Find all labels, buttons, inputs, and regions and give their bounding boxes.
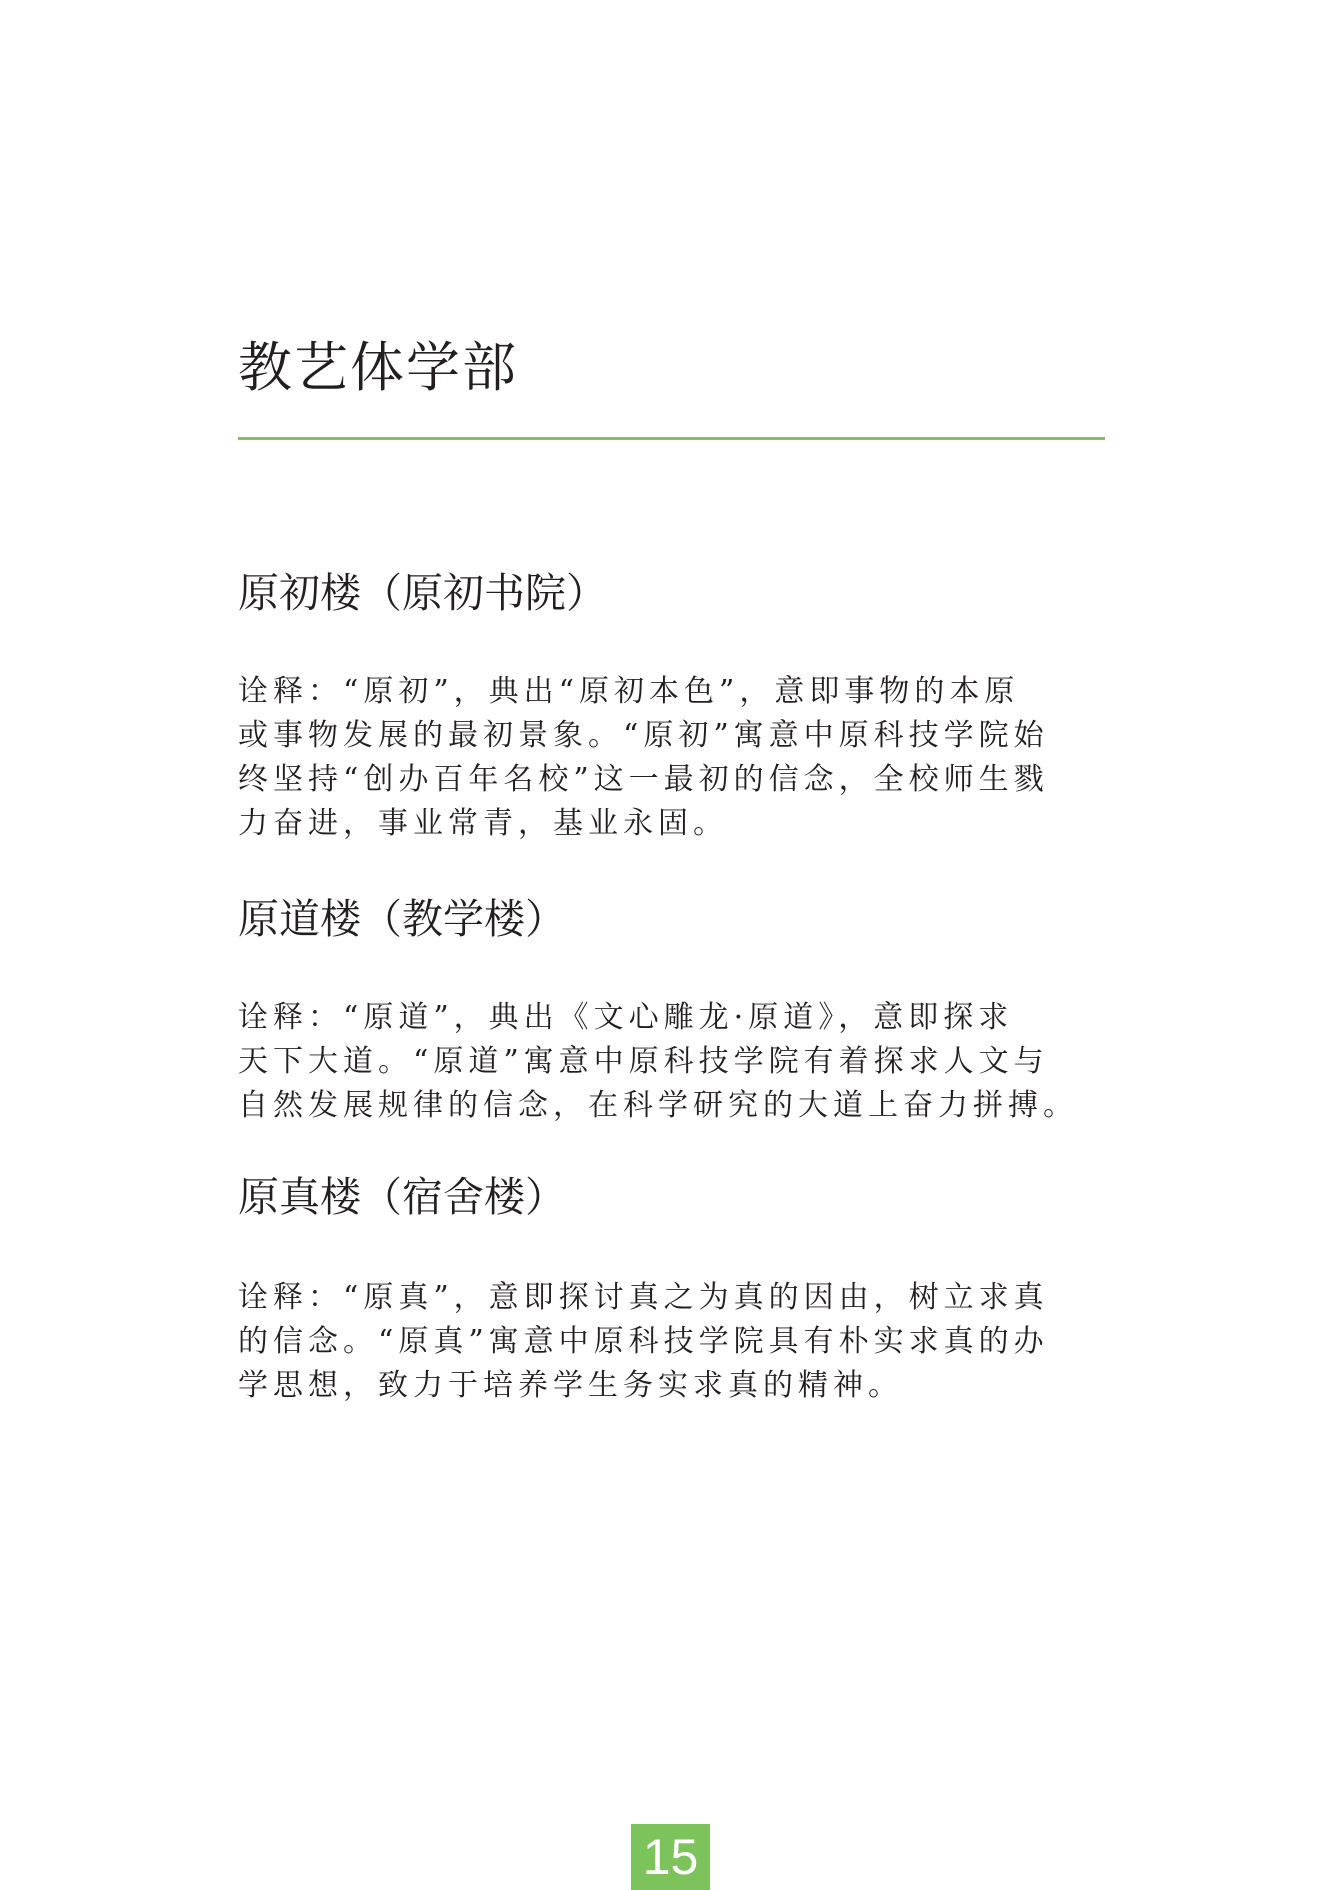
body-line: 天下大道。“原道”寓意中原科技学院有着探求人文与: [238, 1044, 1049, 1079]
page-number-badge: 15: [631, 1824, 710, 1890]
section-body-yuandao: [238, 996, 1108, 1128]
body-line: 诠释：“原真”，意即探讨真之为真的因由，树立求真: [238, 1280, 1049, 1315]
body-line: 诠释：“原初”，典出“原初本色”，意即事物的本原: [238, 674, 1020, 709]
body-line: 力奋进，事业常青，基业永固。: [238, 806, 728, 841]
body-line: 自然发展规律的信念，在科学研究的大道上奋力拼搏。: [238, 1088, 1078, 1123]
body-line: 诠释：“原道”，典出《文心雕龙·原道》，意即探求: [238, 1000, 1014, 1035]
section-heading-yuanchu: 原初楼（原初书院）: [238, 569, 607, 617]
body-line: 的信念。“原真”寓意中原科技学院具有朴实求真的办: [238, 1324, 1049, 1359]
section-heading-yuanzhen: 原真楼（宿舍楼）: [238, 1173, 566, 1221]
section-heading-yuandao: 原道楼（教学楼）: [238, 895, 566, 943]
body-line: 终坚持“创办百年名校”这一最初的信念，全校师生戮: [238, 762, 1049, 797]
page-title: 教艺体学部: [238, 336, 518, 399]
body-line: 或事物发展的最初景象。“原初”寓意中原科技学院始: [238, 718, 1049, 753]
title-divider: [238, 437, 1105, 440]
section-body-yuanchu: [238, 670, 1108, 846]
body-line: 学思想，致力于培养学生务实求真的精神。: [238, 1368, 903, 1403]
section-body-yuanzhen: [238, 1276, 1108, 1408]
